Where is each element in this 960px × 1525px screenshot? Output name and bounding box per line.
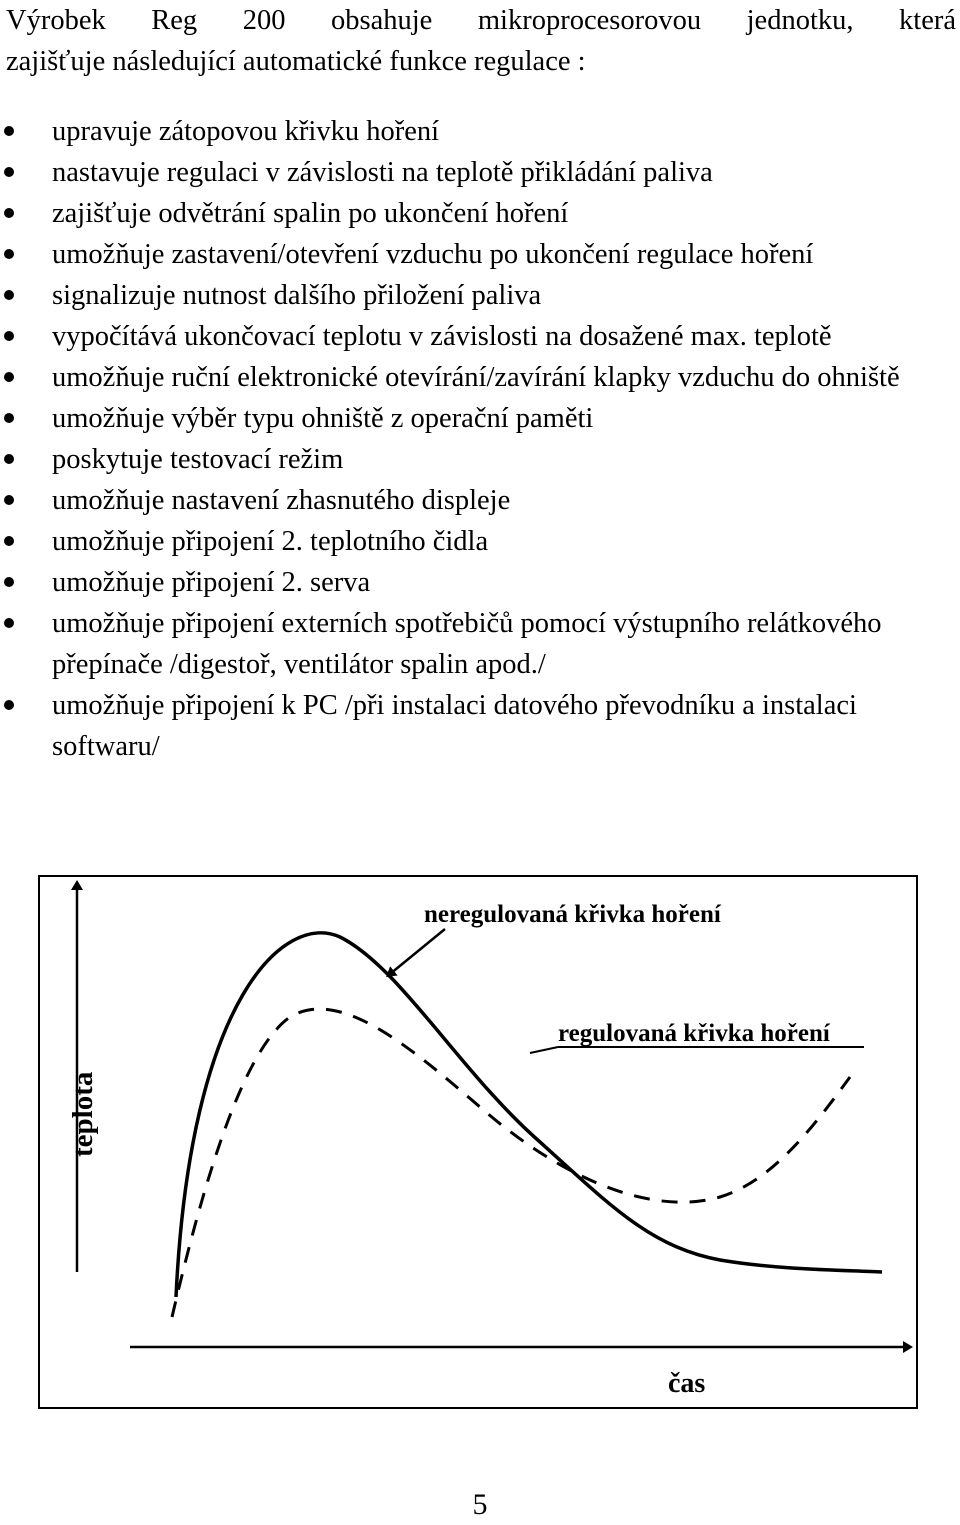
list-item: umožňuje nastavení zhasnutého displeje — [0, 480, 930, 521]
feature-list — [0, 111, 930, 767]
intro-paragraph — [6, 0, 956, 82]
regulated-curve — [172, 1009, 850, 1317]
diagram-canvas — [40, 877, 916, 1407]
list-item: umožňuje výběr typu ohniště z operační paměti — [0, 398, 930, 439]
unregulated-curve-pointer — [390, 929, 445, 974]
list-item: vypočítává ukončovací teplotu v závislosti na dosažené max. teplotě — [0, 316, 930, 357]
y-axis-label: teplota — [67, 1071, 99, 1157]
intro-line-1: Výrobek Reg 200 obsahuje mikroprocesorovou jednotku, která — [6, 5, 956, 36]
list-item: umožňuje připojení k PC /při instalaci datového převodníku a instalaci softwaru/ — [0, 685, 930, 767]
x-axis-label: čas — [668, 1368, 706, 1399]
list-item: zajišťuje odvětrání spalin po ukončení hoření — [0, 193, 930, 234]
combustion-curve-diagram — [38, 875, 918, 1409]
unregulated-curve — [176, 933, 882, 1297]
list-item: umožňuje připojení 2. teplotního čidla — [0, 521, 930, 562]
regulated-curve-label: regulovaná křivka hoření — [558, 1020, 830, 1047]
list-item: poskytuje testovací režim — [0, 439, 930, 480]
intro-line-2: zajišťuje následující automatické funkce regulace : — [6, 46, 586, 77]
unregulated-curve-label: neregulovaná křivka hoření — [424, 901, 721, 928]
list-item: umožňuje ruční elektronické otevírání/zavírání klapky vzduchu do ohniště — [0, 357, 930, 398]
list-item: signalizuje nutnost dalšího přiložení paliva — [0, 275, 930, 316]
list-item: umožňuje připojení 2. serva — [0, 562, 930, 603]
regulated-curve-pointer — [530, 1047, 558, 1053]
list-item: umožňuje zastavení/otevření vzduchu po ukončení regulace hoření — [0, 234, 930, 275]
page-number: 5 — [472, 1488, 488, 1521]
list-item: upravuje zátopovou křivku hoření — [0, 111, 930, 152]
list-item: umožňuje připojení externích spotřebičů pomocí výstupního relátkového přepínače /digestoř, ventilátor spalin apod./ — [0, 603, 930, 685]
list-item: nastavuje regulaci v závislosti na teplotě přikládání paliva — [0, 152, 930, 193]
